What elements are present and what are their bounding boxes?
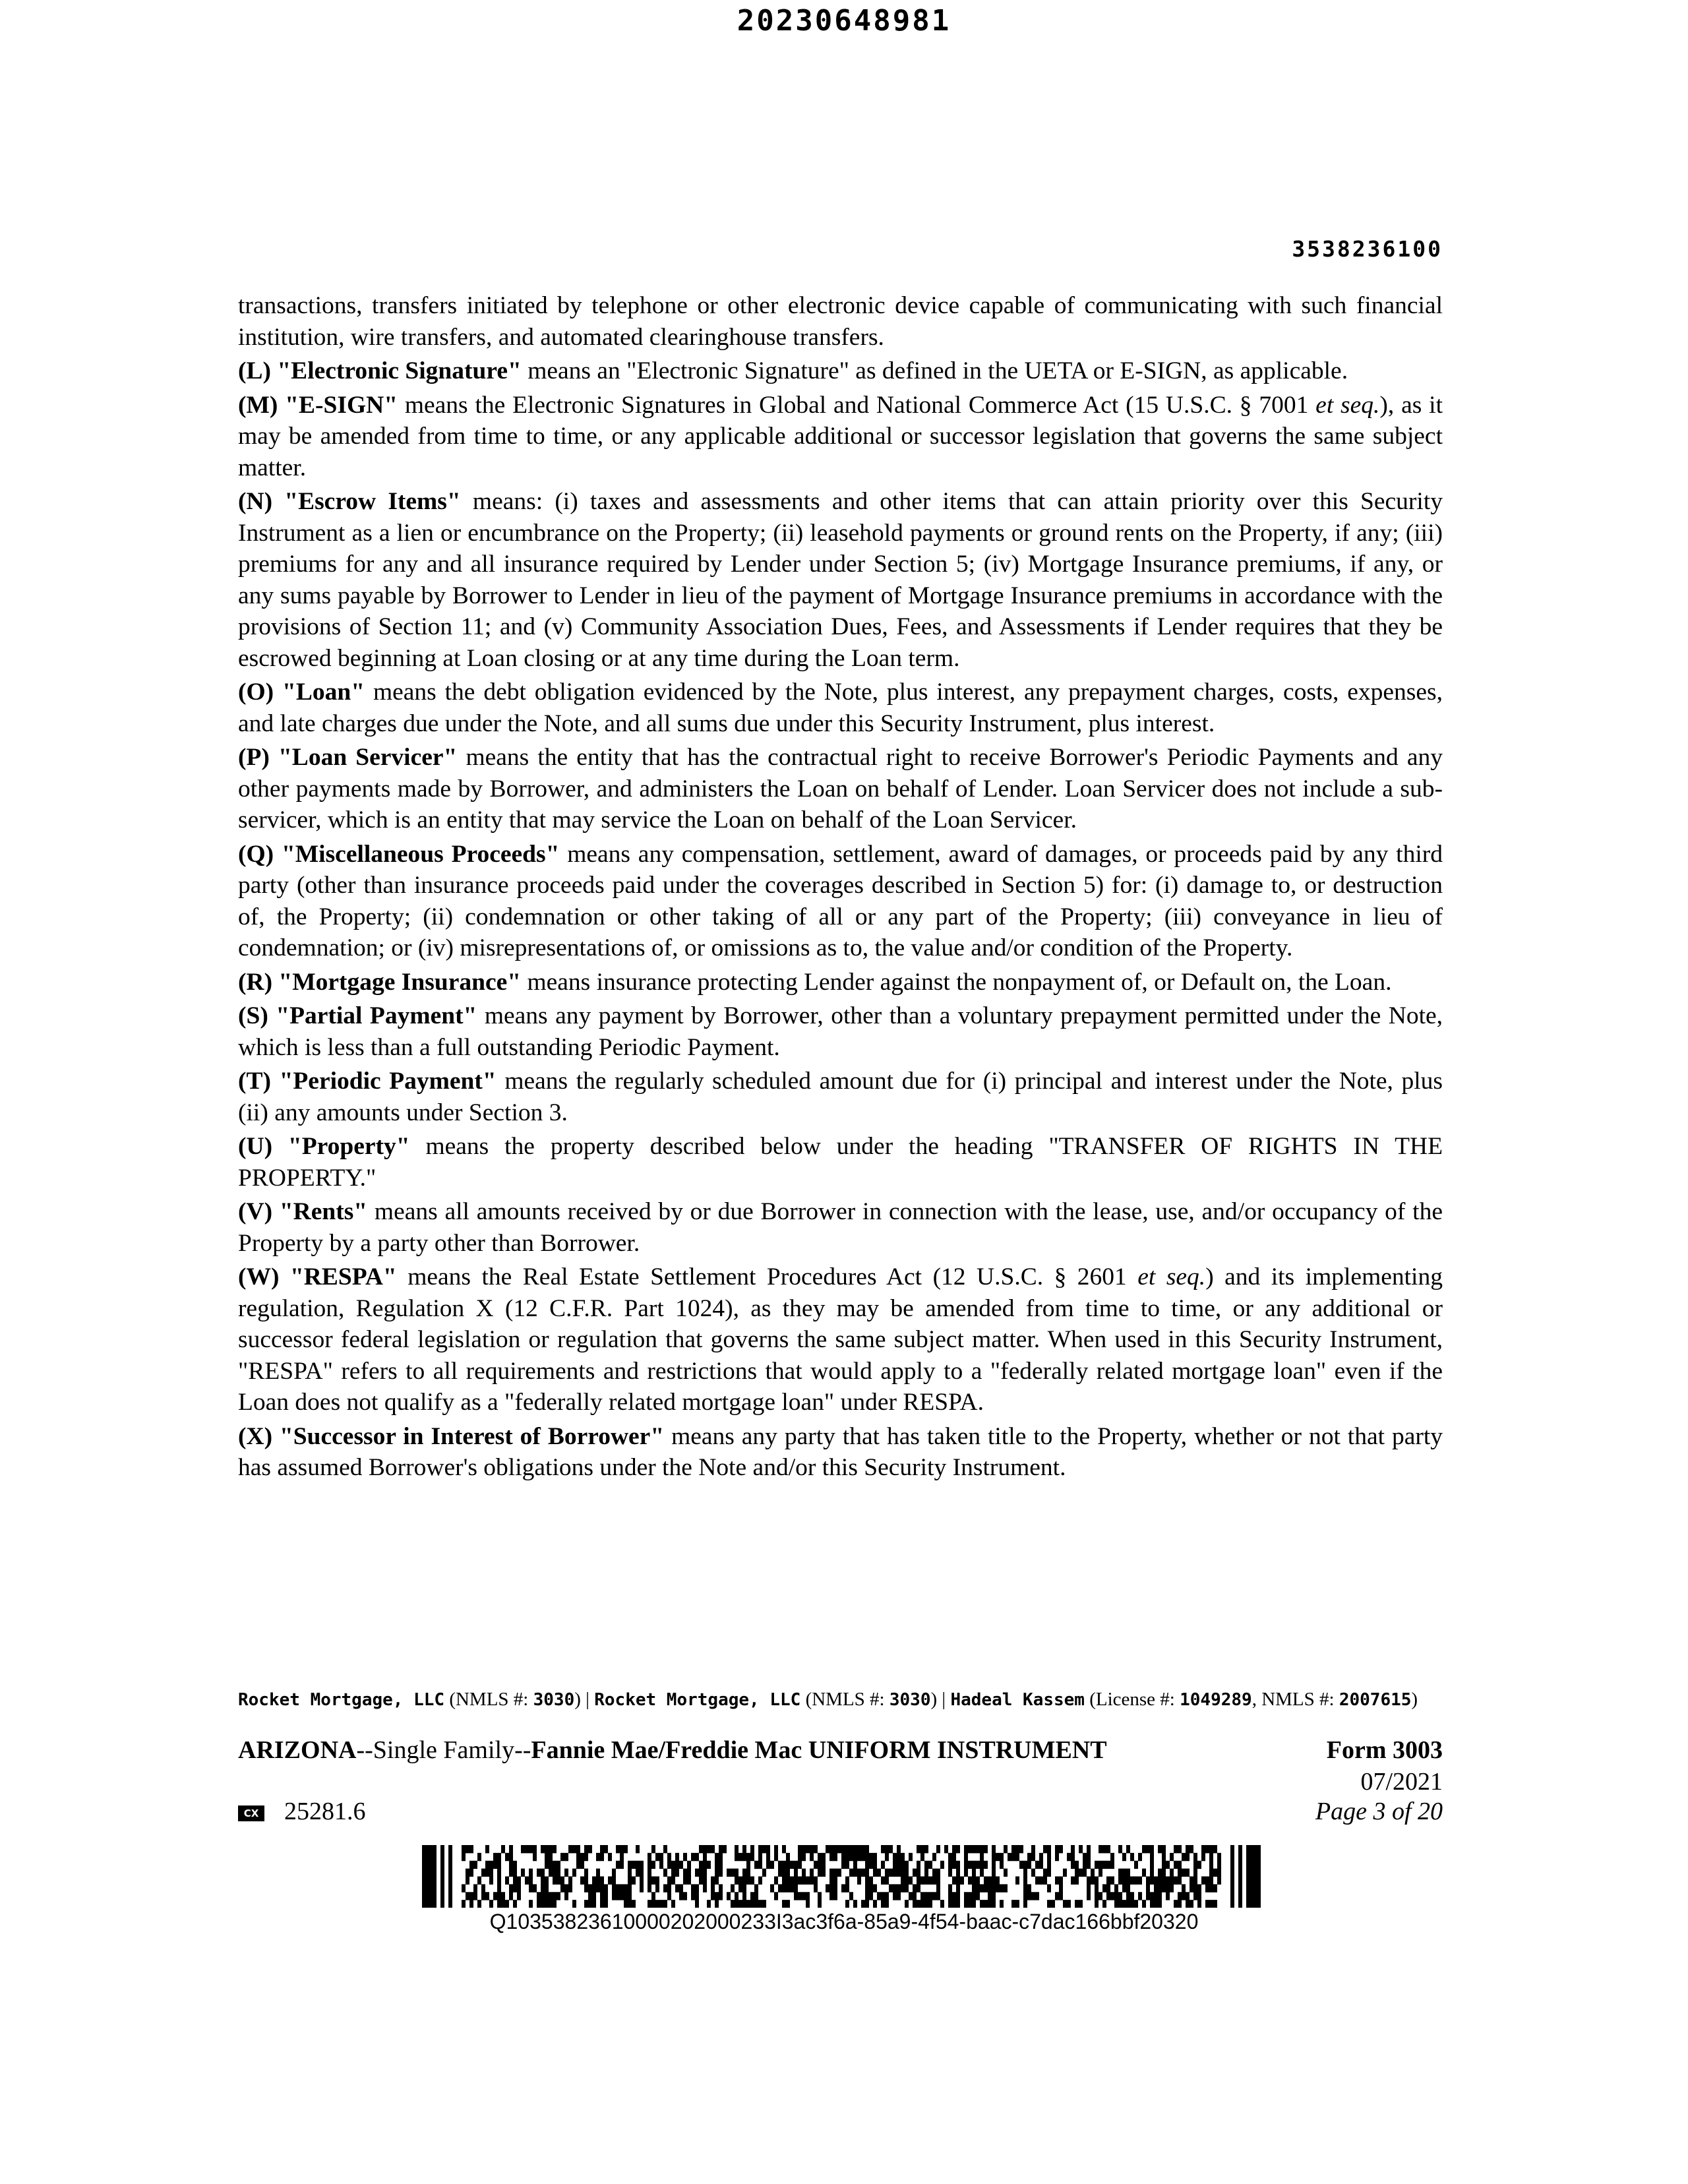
doc-code: 25281.6 xyxy=(284,1798,366,1825)
definition-term: (V) "Rents" xyxy=(238,1198,368,1225)
definition-electronic-signature xyxy=(238,355,1443,387)
definition-text: means any payment by Borrower, other than a voluntary prepayment permitted under the Note, which is less than a full outstanding Periodic Payment. xyxy=(238,1002,1443,1061)
definition-term: (O) "Loan" xyxy=(238,679,365,706)
definition-property xyxy=(238,1131,1443,1194)
definition-term: (X) "Successor in Interest of Borrower" xyxy=(238,1422,665,1450)
form-date: 07/2021 xyxy=(1360,1768,1443,1796)
barcode-text: Q10353823610000202000233I3ac3f6a-85a9-4f54-baac-c7dac166bbf20320 xyxy=(489,1910,1199,1933)
definition-e-sign xyxy=(238,390,1443,484)
originator-nmls: 2007615 xyxy=(1339,1690,1412,1710)
form-number: Form 3003 xyxy=(1326,1736,1443,1764)
form-title xyxy=(238,1736,1443,1765)
paren-close: ) xyxy=(574,1689,581,1710)
definition-term: (S) "Partial Payment" xyxy=(238,1002,477,1029)
barcode-icon xyxy=(422,1845,1261,1908)
definition-term: (U) "Property" xyxy=(238,1133,410,1160)
nmls-label: (NMLS #: xyxy=(444,1689,533,1710)
form-desc: --Single Family-- xyxy=(356,1736,531,1764)
definition-term: (W) "RESPA" xyxy=(238,1263,397,1290)
definition-text: means an "Electronic Signature" as defined in the UETA or E-SIGN, as applicable. xyxy=(521,357,1348,384)
definition-italic: et seq. xyxy=(1315,391,1380,419)
definition-text: means the Electronic Signatures in Global and National Commerce Act (15 U.S.C. § 7001 xyxy=(398,391,1316,419)
separator: | xyxy=(580,1689,595,1710)
definition-term: (Q) "Miscellaneous Proceeds" xyxy=(238,840,560,868)
definition-escrow-items xyxy=(238,486,1443,674)
paren-close: ) xyxy=(1411,1689,1418,1710)
definition-term: (M) "E-SIGN" xyxy=(238,391,398,419)
definition-periodic-payment xyxy=(238,1066,1443,1128)
form-state: ARIZONA xyxy=(238,1736,357,1764)
definition-text: means the regularly scheduled amount due for (i) principal and interest under the Note, plus (ii) any amounts under Section 3. xyxy=(238,1068,1443,1126)
definition-text: means the debt obligation evidenced by the Note, plus interest, any prepayment charges, costs, expenses, and late charges due under the Note, and all sums due under this Security Instrument, plus interest. xyxy=(238,679,1443,737)
loan-number: 3538236100 xyxy=(1292,236,1443,262)
lender-line xyxy=(238,1688,1443,1711)
definition-rents xyxy=(238,1196,1443,1259)
definition-successor-in-interest xyxy=(238,1421,1443,1484)
page-number: Page 3 of 20 xyxy=(1315,1798,1443,1825)
recording-number: 20230648981 xyxy=(737,4,951,38)
definition-loan-servicer xyxy=(238,742,1443,836)
originator-name: Hadeal Kassem xyxy=(950,1690,1085,1710)
definition-miscellaneous-proceeds xyxy=(238,839,1443,964)
definition-text: ) and its implementing regulation, Regulation X (12 C.F.R. Part 1024), as they may be amended from time to time, or any additional or successor federal legislation or regulation that governs the same subject matter. When used in this Security Instrument, "RESPA" refers to all requirements and restrictions that would apply to a "federally related mortgage loan" even if the Loan does not qualify as a "federally related mortgage loan" under RESPA. xyxy=(238,1263,1443,1416)
definition-respa xyxy=(238,1261,1443,1418)
document-body xyxy=(238,290,1443,1486)
definition-mortgage-insurance xyxy=(238,967,1443,998)
definition-italic: et seq. xyxy=(1137,1263,1206,1290)
cx-logo-icon: CX xyxy=(238,1805,264,1821)
definition-partial-payment xyxy=(238,1000,1443,1063)
lender-name: Rocket Mortgage, LLC xyxy=(594,1690,801,1710)
definition-text: ), as it may be amended from time to time, or any applicable additional or successor legislation that governs the same subject matter. xyxy=(238,391,1443,481)
definition-text: means all amounts received by or due Borrower in connection with the lease, use, and/or occupancy of the Property by a party other than Borrower. xyxy=(238,1198,1443,1257)
continuation-paragraph: transactions, transfers initiated by telephone or other electronic device capable of communicating with such financial institution, wire transfers, and automated clearinghouse transfers. xyxy=(238,292,1443,351)
definition-text: means the entity that has the contractual right to receive Borrower's Periodic Payments and any other payments made by Borrower, and administers the Loan on behalf of Lender. Loan Servicer does not include a sub-servicer, which is an entity that may service the Loan on behalf of the Loan Servicer. xyxy=(238,744,1443,834)
definition-term: (P) "Loan Servicer" xyxy=(238,744,458,771)
definition-text: means any compensation, settlement, award of damages, or proceeds paid by any third party (other than insurance proceeds paid under the coverages described in Section 5) for: (i) damage to, or destruction of, the Property; (ii) condemnation or other taking of all or any part of the Property; (iii) conveyance in lieu of condemnation; or (iv) misrepresentations of, or omissions as to, the value and/or condition of the Property. xyxy=(238,840,1443,961)
lender-name: Rocket Mortgage, LLC xyxy=(238,1690,445,1710)
page-row xyxy=(238,1797,1443,1826)
paren-close: ) xyxy=(930,1689,938,1710)
definition-text: means: (i) taxes and assessments and other items that can attain priority over this Security Instrument as a lien or encumbrance on the Property; (ii) leasehold payments or ground rents on the Property, if any; (iii) premiums for any and all insurance required by Lender under Section 5; (iv) Mortgage Insurance premiums, if any, or any sums payable by Borrower to Lender in lieu of the payment of Mortgage Insurance premiums in accordance with the provisions of Section 11; and (v) Community Association Dues, Fees, and Assessments if Lender requires that they be escrowed beginning at Loan closing or at any time during the Loan term. xyxy=(238,488,1443,672)
license-label: (License #: xyxy=(1084,1689,1180,1710)
definition-term: (L) "Electronic Signature" xyxy=(238,357,522,384)
license-number: 1049289 xyxy=(1180,1690,1252,1710)
form-desc-bold: Fannie Mae/Freddie Mac UNIFORM INSTRUMENT xyxy=(531,1736,1107,1764)
definition-loan xyxy=(238,677,1443,739)
nmls-number: 3030 xyxy=(533,1690,575,1710)
nmls-number: 3030 xyxy=(889,1690,931,1710)
definition-text: means the property described below under the heading "TRANSFER OF RIGHTS IN THE PROPERTY." xyxy=(238,1133,1443,1192)
definition-text: means the Real Estate Settlement Procedures Act (12 U.S.C. § 2601 xyxy=(396,1263,1138,1290)
definition-term: (N) "Escrow Items" xyxy=(238,488,461,515)
definition-term: (T) "Periodic Payment" xyxy=(238,1068,497,1095)
nmls-label: (NMLS #: xyxy=(800,1689,889,1710)
definition-text: means any party that has taken title to the Property, whether or not that party has assumed Borrower's obligations under the Note and/or this Security Instrument. xyxy=(238,1422,1443,1481)
separator: | xyxy=(937,1689,951,1710)
definition-text: means insurance protecting Lender against the nonpayment of, or Default on, the Loan. xyxy=(521,968,1392,996)
nmls-label: , NMLS #: xyxy=(1251,1689,1339,1710)
definition-term: (R) "Mortgage Insurance" xyxy=(238,968,522,996)
